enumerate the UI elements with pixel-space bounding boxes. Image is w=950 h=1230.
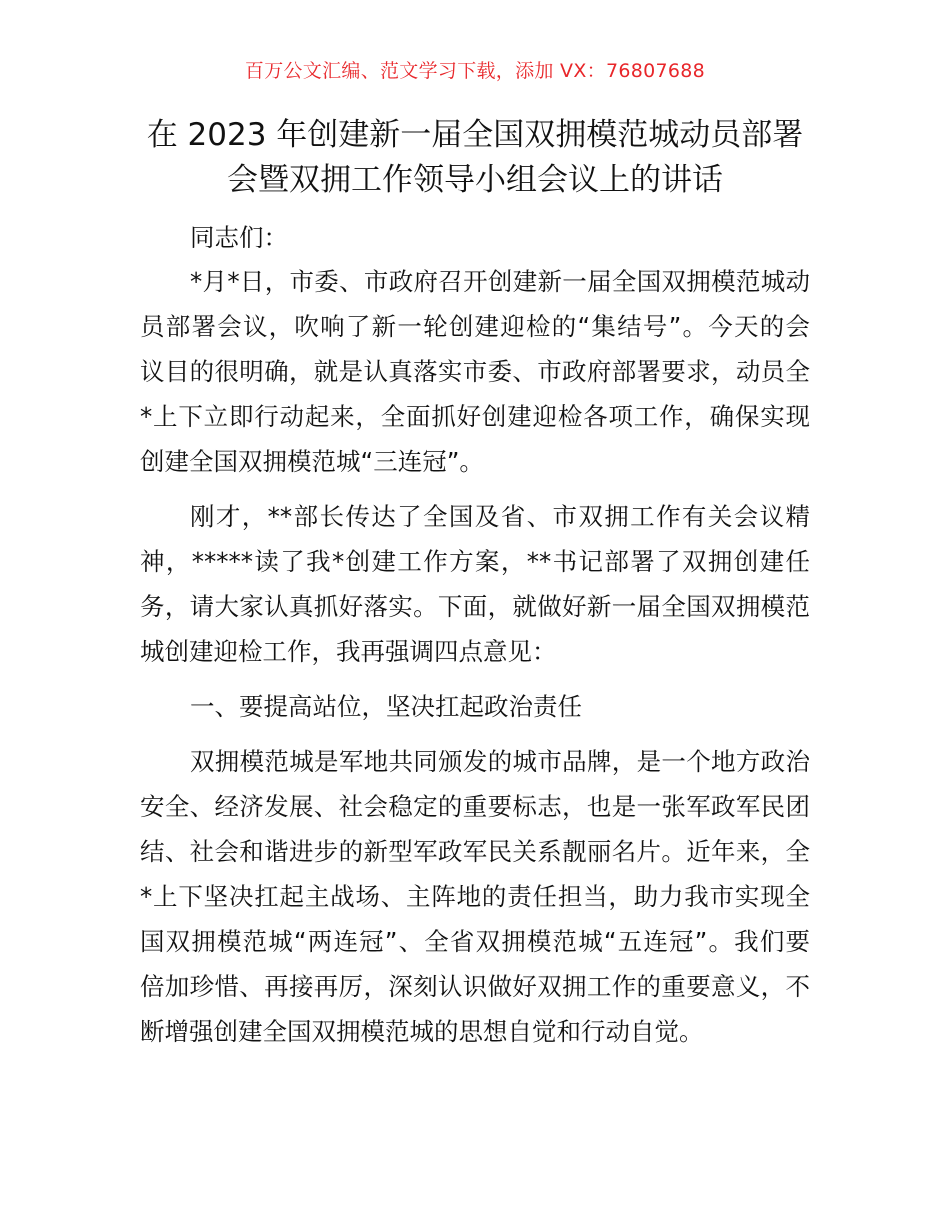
- paragraph-line: 国双拥模范城“两连冠”、全省双拥模范城“五连冠”。我们要: [140, 927, 810, 956]
- paragraph-line: 结、社会和谐进步的新型军政军民关系靓丽名片。近年来，全: [140, 837, 810, 866]
- paragraph-line: 神，*****读了我*创建工作方案，**书记部署了双拥创建任: [140, 547, 810, 576]
- salutation: 同志们：: [190, 223, 288, 252]
- paragraph-line: 务，请大家认真抓好落实。下面，就做好新一届全国双拥模范: [140, 592, 810, 621]
- paragraph-line: 双拥模范城是军地共同颁发的城市品牌，是一个地方政治: [190, 747, 810, 776]
- paragraph-line: 议目的很明确，就是认真落实市委、市政府部署要求，动员全: [140, 357, 810, 386]
- paragraph-line: *上下坚决扛起主战场、主阵地的责任担当，助力我市实现全: [140, 882, 810, 911]
- paragraph-line: *月*日，市委、市政府召开创建新一届全国双拥模范城动: [190, 267, 810, 296]
- document-title-line-2: 会暨双拥工作领导小组会议上的讲话: [227, 162, 723, 198]
- paragraph-line: 断增强创建全国双拥模范城的思想自觉和行动自觉。: [140, 1017, 704, 1046]
- paragraph-line: 刚才，**部长传达了全国及省、市双拥工作有关会议精: [190, 502, 810, 531]
- paragraph-line: *上下立即行动起来，全面抓好创建迎检各项工作，确保实现: [140, 402, 810, 431]
- paragraph-line: 城创建迎检工作，我再强调四点意见：: [140, 637, 557, 666]
- paragraph-line: 安全、经济发展、社会稳定的重要标志，也是一张军政军民团: [140, 792, 810, 821]
- watermark-header: 百万公文汇编、范文学习下载，添加 VX：76807688: [244, 60, 706, 82]
- section-heading-1: 一、要提高站位，坚决扛起政治责任: [190, 692, 582, 721]
- paragraph-line: 创建全国双拥模范城“三连冠”。: [140, 447, 484, 476]
- document-title-line-1: 在 2023 年创建新一届全国双拥模范城动员部署: [146, 117, 804, 153]
- paragraph-line: 倍加珍惜、再接再厉，深刻认识做好双拥工作的重要意义，不: [140, 972, 810, 1001]
- paragraph-line: 员部署会议，吹响了新一轮创建迎检的“集结号”。今天的会: [140, 312, 810, 341]
